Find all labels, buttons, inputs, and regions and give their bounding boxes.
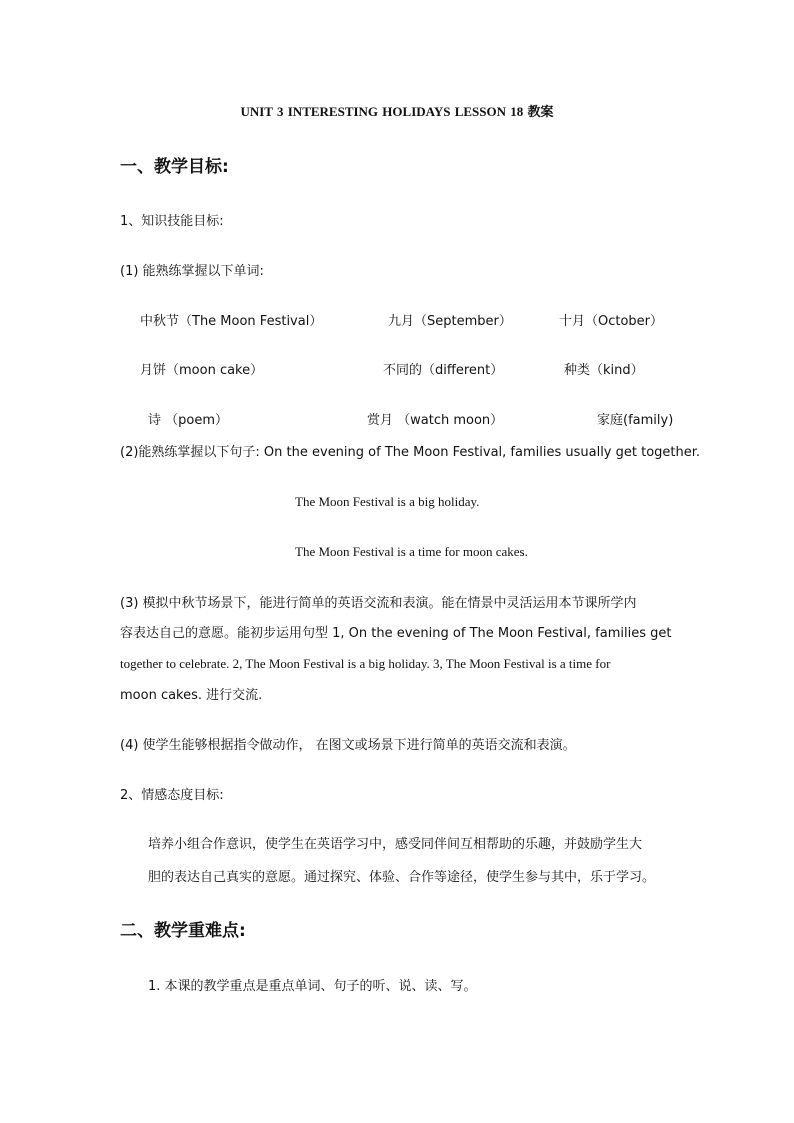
key-point-item-1: 1. 本课的教学重点是重点单词、句子的听、说、读、写。	[148, 979, 477, 994]
vocab-watch-moon: 赏月 （watch moon）	[367, 413, 504, 428]
section-heading-key-difficult-points: 二、教学重难点:	[120, 921, 246, 941]
vocab-family: 家庭(family)	[597, 413, 674, 428]
emotion-line-2: 胆的表达自己真实的意愿。通过探究、体验、合作等途径，使学生参与其中，乐于学习。	[148, 870, 656, 885]
sentence-big-holiday: The Moon Festival is a big holiday.	[295, 494, 480, 509]
emotion-line-1: 培养小组合作意识，使学生在英语学习中，感受同伴间互相帮助的乐趣，并鼓励学生大	[148, 837, 643, 852]
item-4: (4) 使学生能够根据指令做动作， 在图文或场景下进行简单的英语交流和表演。	[120, 738, 576, 753]
vocab-october: 十月（October）	[559, 314, 664, 329]
vocab-september: 九月（September）	[388, 314, 512, 329]
vocab-moon-festival: 中秋节（The Moon Festival）	[140, 314, 323, 329]
item-3-line-3: together to celebrate. 2, The Moon Festival is a big holiday. 3, The Moon Festival is a time for	[120, 656, 611, 671]
item-3-line-1: (3) 模拟中秋节场景下，能进行简单的英语交流和表演。能在情景中灵活运用本节课所学内	[120, 596, 637, 611]
section-heading-teaching-objectives: 一、教学目标:	[120, 157, 229, 177]
subheading-emotion-attitude: 2、情感态度目标:	[120, 788, 224, 803]
vocab-different: 不同的（different）	[383, 363, 504, 378]
vocab-kind: 种类（kind）	[564, 363, 644, 378]
document-title: UNIT 3 INTERESTING HOLIDAYS LESSON 18 教案	[240, 104, 554, 119]
item-2-sentences-intro: (2)能熟练掌握以下句子: On the evening of The Moon Festival, families usually get together.	[120, 445, 701, 460]
vocab-moon-cake: 月饼（moon cake）	[140, 363, 264, 378]
item-3-line-2: 容表达自己的意愿。能初步运用句型 1, On the evening of The Moon Festival, families get	[120, 626, 672, 641]
item-3-line-4: moon cakes. 进行交流.	[120, 688, 263, 703]
item-1-vocabulary-intro: (1) 能熟练掌握以下单词:	[120, 264, 264, 279]
subheading-knowledge-skills: 1、知识技能目标:	[120, 214, 224, 229]
vocab-poem: 诗 （poem）	[148, 413, 228, 428]
sentence-time-for-moon-cakes: The Moon Festival is a time for moon cakes.	[295, 544, 528, 559]
